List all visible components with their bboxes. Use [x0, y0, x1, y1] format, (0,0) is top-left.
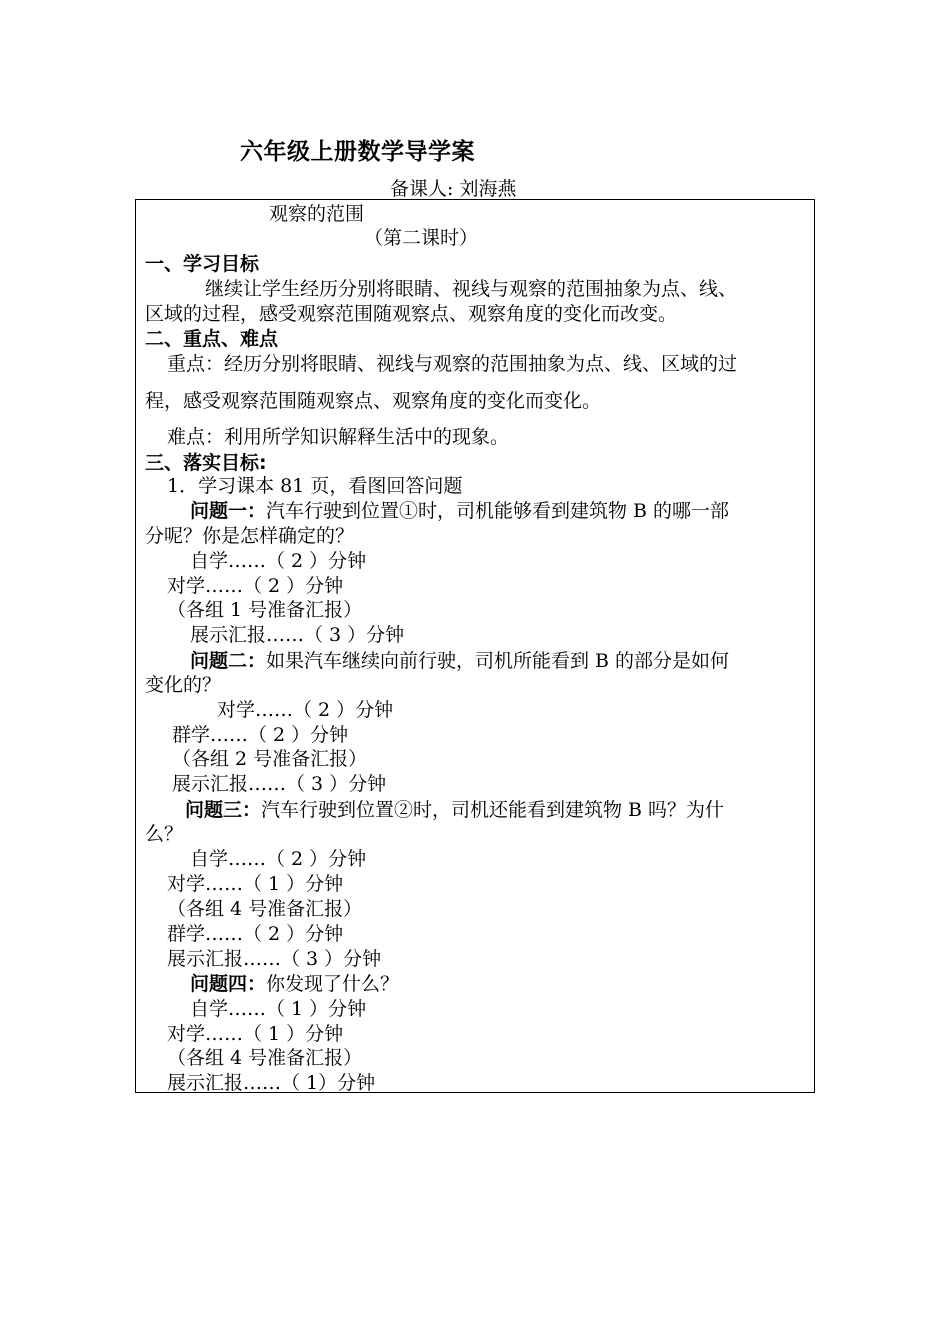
q2-step-report-note: （各组 2 号准备汇报）	[172, 748, 368, 770]
question-1-text-cont: 分呢？你是怎样确定的？	[145, 525, 355, 547]
q2-step-group-study: 群学……（ 2 ）分钟	[172, 724, 349, 746]
section-heading-key-points: 二、重点、难点	[145, 328, 279, 350]
objectives-text-1: 继续让学生经历分别将眼睛、视线与观察的范围抽象为点、线、	[205, 278, 738, 300]
objectives-text-2: 区域的过程，感受观察范围随观察点、观察角度的变化而改变。	[145, 303, 678, 325]
q1-step-self-study: 自学……（ 2 ）分钟	[190, 550, 367, 572]
practice-item-1: 1．学习课本 81 页，看图回答问题	[167, 475, 463, 497]
question-3-label: 问题三：	[185, 799, 262, 821]
lesson-plan-box	[135, 199, 815, 1093]
question-3-text: 汽车行驶到位置②时，司机还能看到建筑物 B 吗？为什	[261, 799, 725, 821]
key-point-text-1: 重点：经历分别将眼睛、视线与观察的范围抽象为点、线、区域的过	[167, 353, 738, 375]
q1-step-pair-study: 对学……（ 2 ）分钟	[167, 575, 344, 597]
q4-step-report-note: （各组 4 号准备汇报）	[167, 1047, 363, 1069]
section-heading-practice: 三、落实目标:	[145, 452, 267, 474]
document-title: 六年级上册数学导学案	[240, 139, 475, 165]
q3-step-self-study: 自学……（ 2 ）分钟	[190, 848, 367, 870]
lesson-topic: 观察的范围	[269, 203, 365, 225]
difficult-point-text: 难点：利用所学知识解释生活中的现象。	[167, 426, 510, 448]
question-2	[190, 649, 729, 673]
key-point-text-2: 程，感受观察范围随观察点、观察角度的变化而变化。	[145, 390, 602, 412]
question-1	[190, 499, 729, 523]
question-2-label: 问题二：	[190, 650, 267, 672]
question-3	[185, 798, 724, 822]
q2-step-presentation: 展示汇报……（ 3 ）分钟	[172, 773, 387, 795]
preparer-name: 备课人: 刘海燕	[390, 178, 517, 200]
q4-step-pair-study: 对学……（ 1 ）分钟	[167, 1023, 344, 1045]
question-4-label: 问题四：	[190, 973, 267, 995]
question-3-text-cont: 么？	[145, 823, 184, 845]
question-2-text: 如果汽车继续向前行驶，司机所能看到 B 的部分是如何	[266, 650, 730, 672]
q1-step-presentation: 展示汇报……（ 3 ）分钟	[190, 624, 405, 646]
question-4-text: 你发现了什么？	[266, 973, 400, 995]
q2-step-pair-study: 对学……（ 2 ）分钟	[217, 699, 394, 721]
q3-step-group-study: 群学……（ 2 ）分钟	[167, 923, 344, 945]
question-1-text: 汽车行驶到位置①时，司机能够看到建筑物 B 的哪一部	[266, 500, 730, 522]
q3-step-presentation: 展示汇报……（ 3 ）分钟	[167, 948, 382, 970]
q4-step-presentation: 展示汇报……（ 1）分钟	[167, 1072, 376, 1094]
q1-step-report-note: （各组 1 号准备汇报）	[167, 599, 363, 621]
lesson-period: （第二课时）	[364, 227, 479, 249]
question-1-label: 问题一：	[190, 500, 267, 522]
question-2-text-cont: 变化的？	[145, 674, 222, 696]
question-4	[190, 972, 399, 996]
section-heading-objectives: 一、学习目标	[145, 253, 260, 275]
q3-step-pair-study: 对学……（ 1 ）分钟	[167, 873, 344, 895]
q4-step-self-study: 自学……（ 1 ）分钟	[190, 998, 367, 1020]
q3-step-report-note: （各组 4 号准备汇报）	[167, 898, 363, 920]
